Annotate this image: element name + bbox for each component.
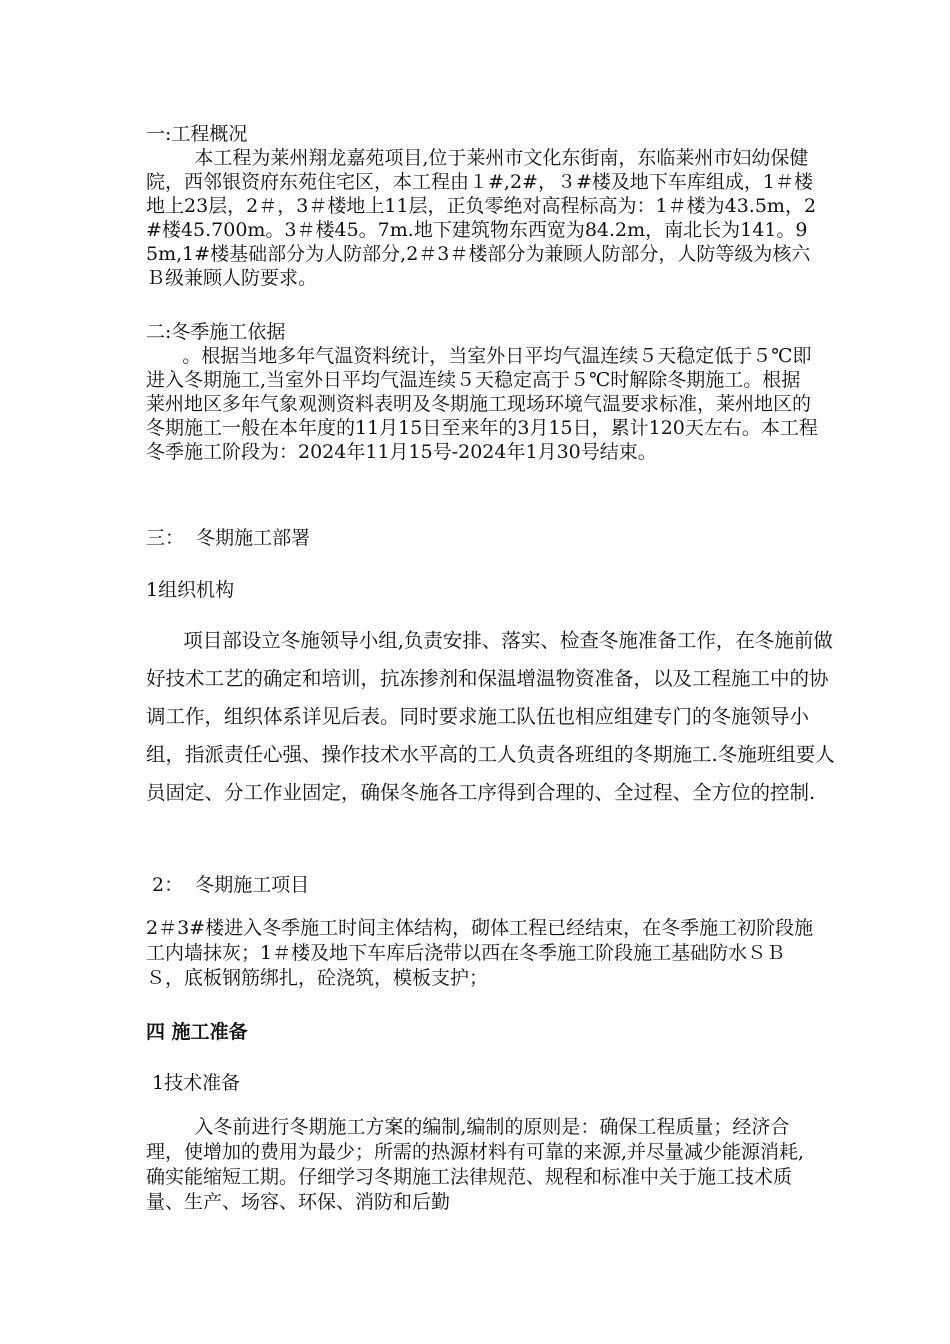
winter-items-heading: 2： 冬期施工项目 [146,874,310,896]
overview-heading: 一:工程概况 [146,123,248,145]
basis-body: 。根据当地多年气温资料统计，当室外日平均气温连续５天稳定低于５℃即进入冬期施工,当室外日平均气温连续５天稳定高于５℃时解除冬期施工。根据莱州地区多年气象观测资料表明及冬期施工现场环境气温要求标准，莱州地区的冬期施工一般在本年度的11月15日至来年的3月15日，累计120天左右。本工程冬季施工阶段为：2024年11月15号-2024年1月30号结束。 [146,345,818,463]
technical-prep-heading: 1技术准备 [146,1072,241,1094]
basis-heading: 二:冬季施工依据 [146,321,286,343]
winter-items-body: 2＃3#楼进入冬季施工时间主体结构，砌体工程已经结束，在冬季施工初阶段施工内墙抹灰；1＃楼及地下车库后浇带以西在冬季施工阶段施工基础防水ＳＢＳ，底板钢筋绑扎，砼浇筑，模板支护； [146,917,814,989]
technical-prep-body: 入冬前进行冬期施工方案的编制,编制的原则是：确保工程质量；经济合理，使增加的费用为最少；所需的热源材料有可靠的来源,并尽量减少能源消耗,确实能缩短工期。仔细学习冬期施工法律规范、规程和标准中关于施工技术质量、生产、场容、环保、消防和后勤 [146,1116,805,1213]
overview-body: 本工程为莱州翔龙嘉苑项目,位于莱州市文化东街南，东临莱州市妇幼保健院，西邻银资府东苑住宅区，本工程由１#,2#，３#楼及地下车库组成，1＃楼地上23层，2＃，3＃楼地上11层，正负零绝对高程标高为：1＃楼为43.5m，2#楼45.700m。3＃楼45。7m.地下建筑物东西宽为84.2m，南北长为141。95m,1#楼基础部分为人防部分,2＃3＃楼部分为兼顾人防部分，人防等级为核六Ｂ级兼顾人防要求。 [146,147,817,289]
section-overview [146,122,818,290]
preparation-heading: 四 施工准备 [146,1021,248,1043]
section-basis [146,320,818,464]
organization-heading: 1组织机构 [146,579,235,601]
organization-body: 项目部设立冬施领导小组,负责安排、落实、检查冬施准备工作，在冬施前做好技术工艺的确定和培训，抗冻掺剂和保温增温物资准备，以及工程施工中的协调工作，组织体系详见后表。同时要求施工队伍也相应组建专门的冬施领导小组，指派责任心强、操作技术水平高的工人负责各班组的冬期施工.冬施班组要人员固定、分工作业固定，确保冬施各工序得到合理的、全过程、全方位的控制. [146,629,835,804]
deployment-heading: 三： 冬期施工部署 [146,527,311,549]
